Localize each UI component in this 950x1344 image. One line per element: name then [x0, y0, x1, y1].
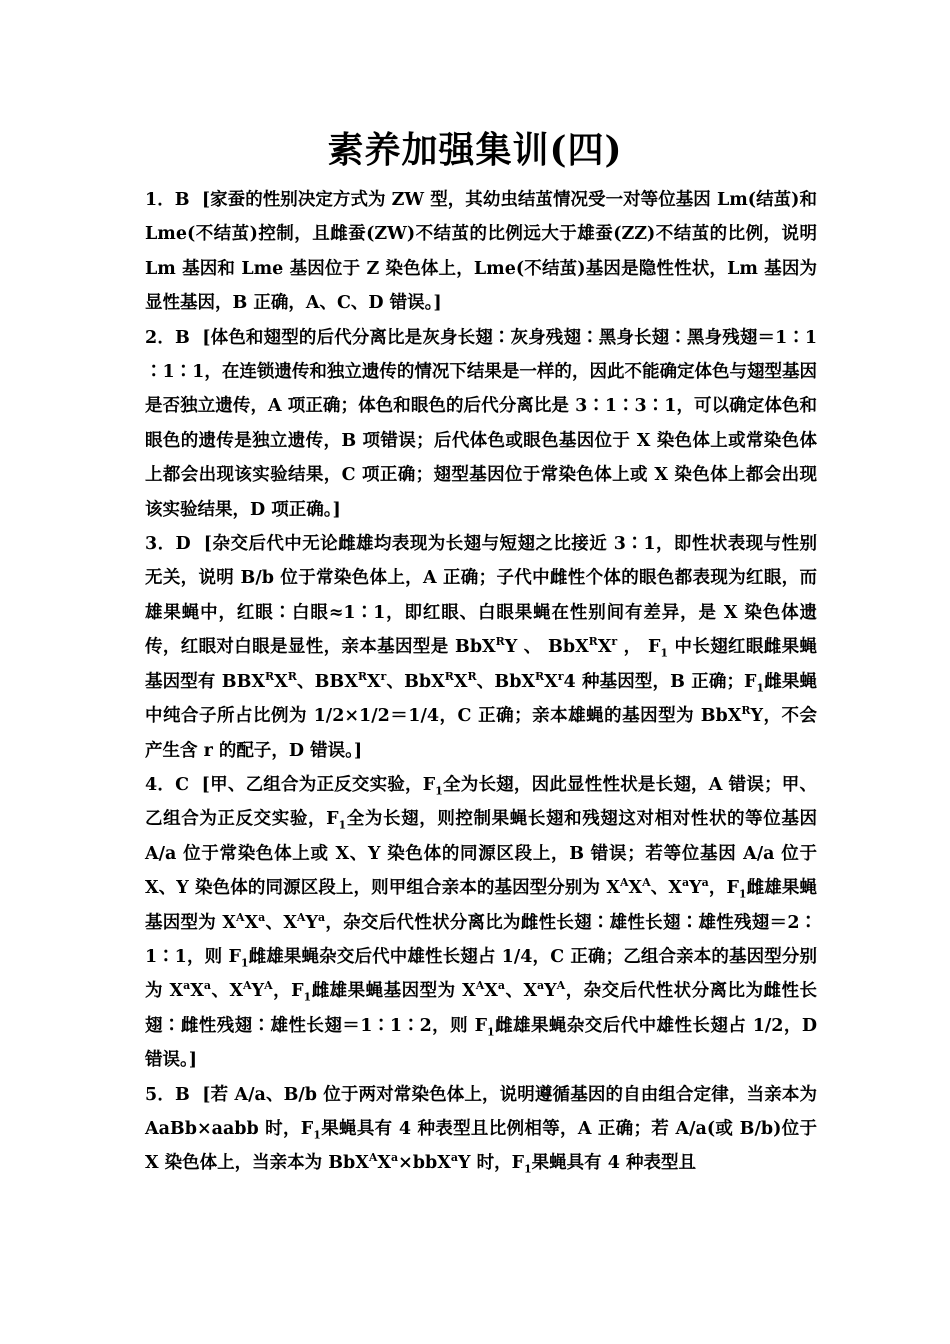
answer-text: 1．B [家蚕的性别决定方式为 ZW 型，其幼虫结茧情况受一对等位基因 Lm(结茧)和 Lme(不结茧)控制，且雌蚕(ZW)不结茧的比例远大于雄蚕(ZZ)不结茧的比例，说明 Lm 基因和 Lme 基因位于 Z 染色体上，Lme(不结茧)基因是隐性性状，Lm 基因为显性基因，B 正确，A、C、D 错误。]: [145, 190, 817, 314]
answer-list: [145, 183, 817, 1181]
answer-text: 5．B [若 A/a、B/b 位于两对常染色体上，说明遵循基因的自由组合定律，当亲本为 AaBb×aabb 时，$F_1$果蝇具有 4 种表型且比例相等，A 正确；若 A/a(或 B/b)位于 X 染色体上，当亲本为 $BbX^AX^a\times bbX^aY$ 时，$F_1$果蝇具有 4 种表型且: [145, 1084, 817, 1176]
answer-item: [145, 1078, 817, 1181]
answer-text: 2．B [体色和翅型的后代分离比是灰身长翅∶灰身残翅∶黑身长翅∶黑身残翅＝1∶1∶1∶1，在连锁遗传和独立遗传的情况下结果是一样的，因此不能确定体色与翅型基因是否独立遗传，A 项正确；体色和眼色的后代分离比是 3∶1∶3∶1，可以确定体色和眼色的遗传是独立遗传，B 项错误；后代体色或眼色基因位于 X 染色体上或常染色体上都会出现该实验结果，C 项正确；翅型基因位于常染色体上或 X 染色体上都会出现该实验结果，D 项正确。]: [145, 327, 817, 520]
answer-item: [145, 321, 817, 527]
answer-item: [145, 183, 817, 321]
answer-text: 4．C [甲、乙组合为正反交实验，$F_1$全为长翅，因此显性性状是长翅，A 错误；甲、乙组合为正反交实验，$F_1$全为长翅，则控制果蝇长翅和残翅这对相对性状的等位基因 A/a 位于常染色体上或 X、Y 染色体的同源区段上，B 错误；若等位基因 A/a 位于 X、Y 染色体的同源区段上，则甲组合亲本的基因型分别为 $X^AX^A$、$X^aY^a$，$F_1$雌雄果蝇基因型为 $X^AX^a$、$X^AY^a$，杂交后代性状分离比为雌性长翅∶雄性长翅∶雄性残翅＝2∶1∶1，则 $F_1$雌雄果蝇杂交后代中雄性长翅占 1/4，C 正确；乙组合亲本的基因型分别为 $X^aX^a$、$X^AY^A$，$F_1$雌雄果蝇基因型为 $X^AX^a$、$X^aY^A$，杂交后代性状分离比为雌性长翅∶雌性残翅∶雄性长翅＝1∶1∶2，则 $F_1$雌雄果蝇杂交后代中雄性长翅占 1/2，D 错误。]: [145, 774, 818, 1071]
answer-item: [145, 768, 817, 1078]
page-title: 素养加强集训(四): [327, 129, 623, 171]
answer-item: [145, 527, 817, 768]
answer-text: 3．D [杂交后代中无论雌雄均表现为长翅与短翅之比接近 3∶1，即性状表现与性别无关，说明 B/b 位于常染色体上，A 正确；子代中雌性个体的眼色都表现为红眼，而雄果蝇中，红眼∶白眼≈1∶1，即红眼、白眼果蝇在性别间有差异，是 X 染色体遗传，红眼对白眼是显性，亲本基因型是 BbX$^R$Y 、 $BbX^RX^r$ ， $F_1$ 中长翅红眼雌果蝇基因型有 $BBX^RX^R$、$BBX^RX^r$、$BbX^RX^R$、$BbX^RX^r4$ 种基因型，B 正确；$F_1$雌果蝇中纯合子所占比例为 1/2×1/2＝1/4，C 正确；亲本雄蝇的基因型为 BbX$^R$Y，不会产生含 r 的配子，D 错误。]: [145, 534, 817, 761]
